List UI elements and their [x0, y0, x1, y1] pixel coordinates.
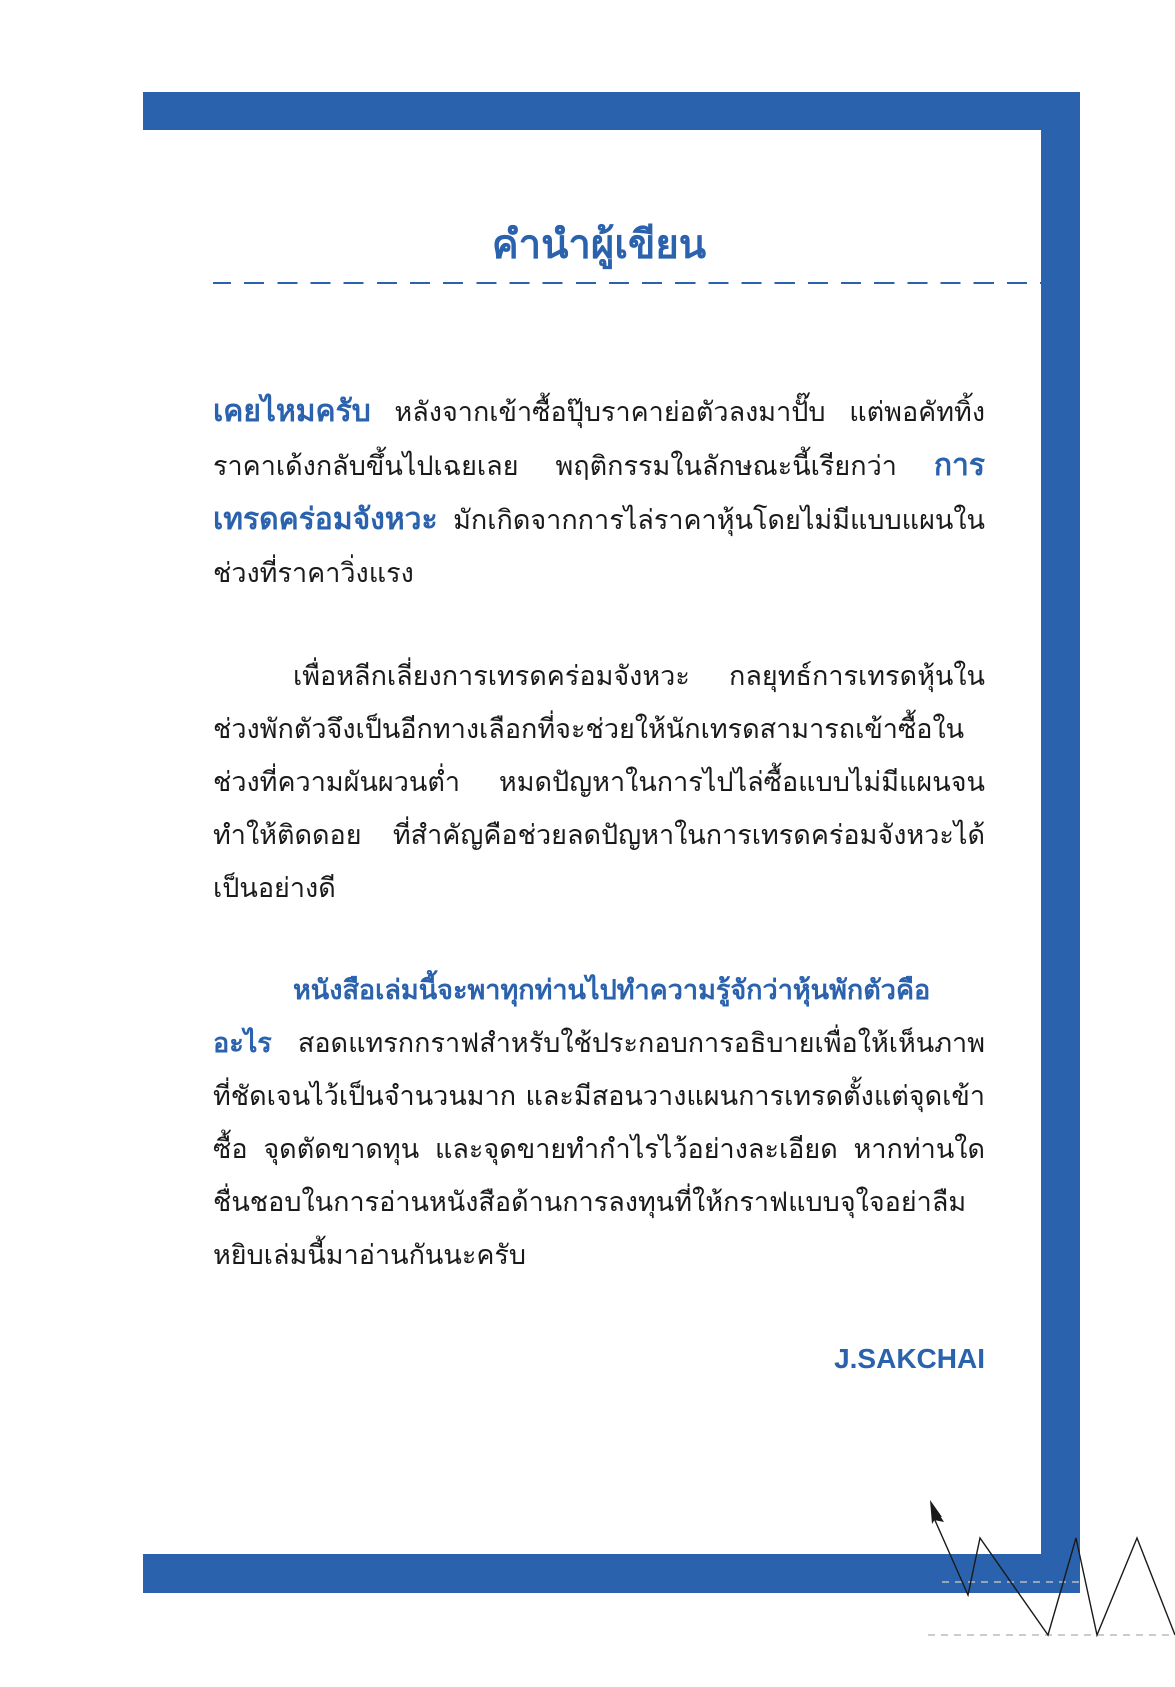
- title-divider: [213, 282, 1041, 284]
- paragraph-1-text-b: มักเกิดจากการไล่ราคาหุ้นโดยไม่มีแบบแผนในช่วงที่ราคาวิ่งแรง: [213, 505, 985, 589]
- paragraph-1-lead: เคยไหมครับ: [213, 394, 371, 429]
- paragraph-3-text: สอดแทรกกราฟสำหรับใช้ประกอบการอธิบายเพื่อให้เห็นภาพที่ชัดเจนไว้เป็นจำนวนมาก และมีสอนวางแผนการเทรดตั้งแต่จุดเข้าซื้อ จุดตัดขาดทุน และจุดขายทำกำไรไว้อย่างละเอียด หากท่านใดชื่นชอบในการอ่านหนังสือด้านการลงทุนที่ให้กราฟแบบจุใจอย่าลืมหยิบเล่มนี้มาอ่านกันนะครับ: [213, 1028, 985, 1271]
- paragraph-3: [213, 964, 985, 1282]
- frame-right-bar: [1041, 92, 1080, 1593]
- paragraph-3-lead: หนังสือเล่มนี้จะพาทุกท่านไปทำความรู้จักว่าหุ้นพักตัวคืออะไร: [213, 975, 931, 1059]
- page-title: คำนำผู้เขียน: [491, 222, 707, 268]
- paragraph-2: เพื่อหลีกเลี่ยงการเทรดคร่อมจังหวะ กลยุทธ์การเทรดหุ้นในช่วงพักตัวจึงเป็นอีกทางเลือกที่จะช่วยให้นักเทรดสามารถเข้าซื้อในช่วงที่ความผันผวนต่ำ หมดปัญหาในการไปไล่ซื้อแบบไม่มีแผนจนทำให้ติดดอย ที่สำคัญคือช่วยลดปัญหาในการเทรดคร่อมจังหวะได้เป็นอย่างดี: [213, 661, 985, 904]
- paragraph-1-term: การเทรดคร่อมจังหวะ: [213, 448, 985, 537]
- zigzag-arrow-icon: [920, 1480, 1175, 1687]
- paragraph-1: [213, 385, 985, 600]
- paragraph-1-text-a: หลังจากเข้าซื้อปุ๊บราคาย่อตัวลงมาปั๊บ แต่พอคัททิ้งราคาเด้งกลับขึ้นไปเฉยเลย พฤติกรรมในลักษณะนี้เรียกว่า: [213, 397, 985, 482]
- frame-top-bar: [143, 92, 1080, 130]
- author-signature: J.SAKCHAI: [834, 1343, 985, 1374]
